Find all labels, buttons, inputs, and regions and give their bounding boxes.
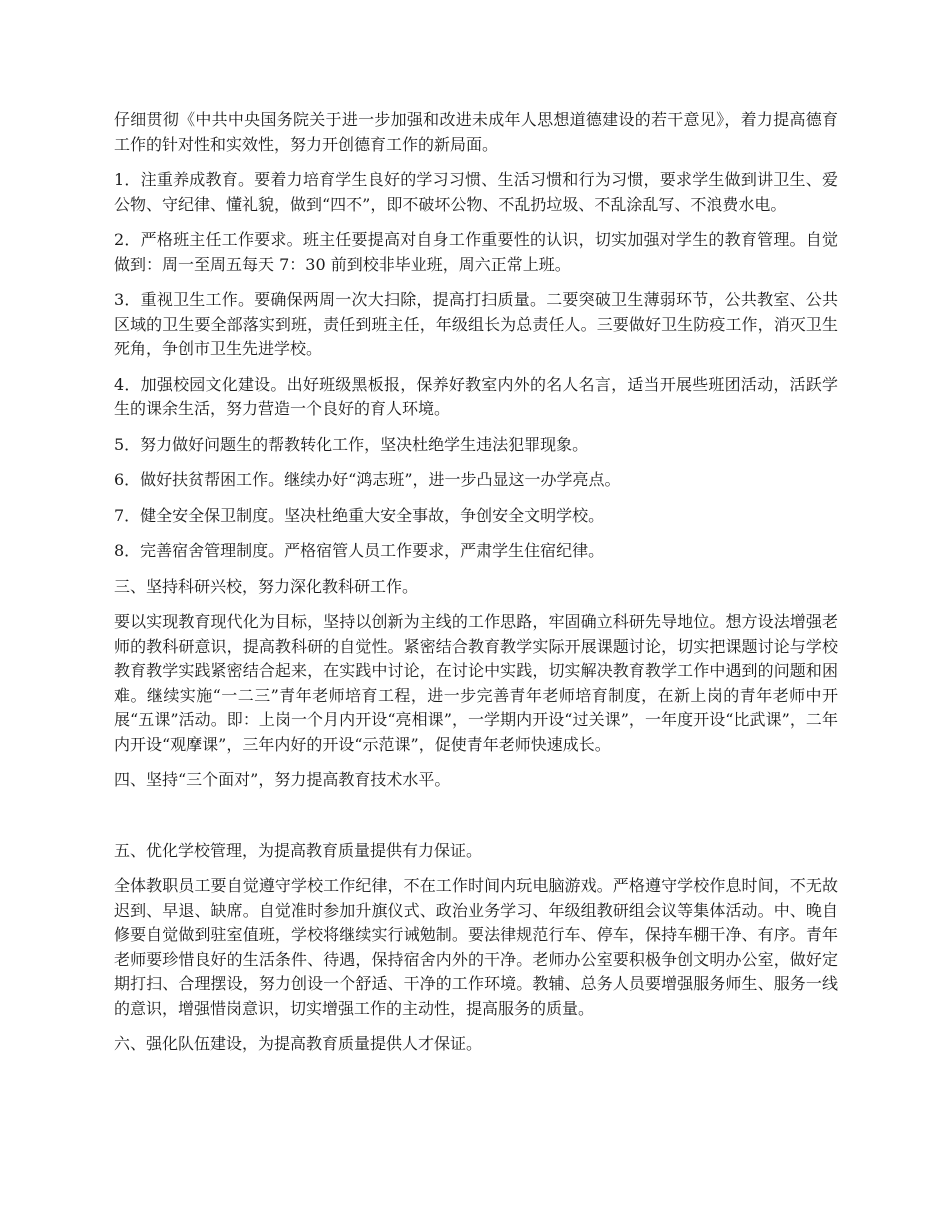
paragraph-item-6: 6．做好扶贫帮困工作。继续办好“鸿志班”，进一步凸显这一办学亮点。	[114, 470, 621, 489]
section-heading-5: 五、优化学校管理，为提高教育质量提供有力保证。	[114, 840, 483, 860]
paragraph-intro: 仔细贯彻《中共中央国务院关于进一步加强和改进未成年人思想道德建设的若干意见》，着力提高德育工作的针对性和实效性，努力开创德育工作的新局面。	[114, 110, 838, 154]
section-heading-6: 六、强化队伍建设，为提高教育质量提供人才保证。	[114, 1034, 483, 1053]
section-heading-4: 四、坚持“三个面对”，努力提高教育技术水平。	[114, 770, 451, 789]
paragraph-item-8: 8．完善宿舍管理制度。严格宿管人员工作要求，严肃学生住宿纪律。	[114, 541, 605, 560]
paragraph-item-4: 4．加强校园文化建设。出好班级黑板报，保养好教室内外的名人名言，适当开展些班团活动，活跃学生的课余生活，努力营造一个良好的育人环境。	[114, 374, 838, 418]
paragraph-research: 要以实现教育现代化为目标，坚持以创新为主线的工作思路，牢固确立科研先导地位。想方设法增强老师的教科研意识，提高教科研的自觉性。紧密结合教育教学实际开展课题讨论，切实把课题讨论与学校教育教学实践紧密结合起来，在实践中讨论，在讨论中实践，切实解决教育教学工作中遇到的问题和困难。继续实施“一二三”青年老师培育工程，进一步完善青年老师培育制度，在新上岗的青年老师中开展“五课”活动。即：上岗一个月内开设“亮相课”，一学期内开设“过关课”，一年度开设“比武课”，二年内开设“观摩课”，三年内好的开设“示范课”，促使青年老师快速成长。	[114, 612, 838, 754]
paragraph-item-1: 1．注重养成教育。要着力培育学生良好的学习习惯、生活习惯和行为习惯，要求学生做到讲卫生、爱公物、守纪律、懂礼貌，做到“四不”，即不破坏公物、不乱扔垃圾、不乱涂乱写、不浪费水电。	[114, 170, 838, 214]
document-page	[114, 108, 838, 1068]
paragraph-item-5: 5．努力做好问题生的帮教转化工作，坚决杜绝学生违法犯罪现象。	[114, 434, 589, 454]
paragraph-item-2: 2．严格班主任工作要求。班主任要提高对自身工作重要性的认识，切实加强对学生的教育管理。自觉做到：周一至周五每天 7：30 前到校非毕业班，周六正常上班。	[114, 230, 838, 274]
paragraph-item-7: 7．健全安全保卫制度。坚决杜绝重大安全事故，争创安全文明学校。	[114, 505, 605, 525]
paragraph-item-3: 3．重视卫生工作。要确保两周一次大扫除，提高打扫质量。二要突破卫生薄弱环节，公共教室、公共区域的卫生要全部落实到班，责任到班主任，年级组长为总责任人。三要做好卫生防疫工作，消灭卫生死角，争创市卫生先进学校。	[114, 290, 838, 358]
paragraph-management: 全体教职员工要自觉遵守学校工作纪律，不在工作时间内玩电脑游戏。严格遵守学校作息时间，不无故迟到、早退、缺席。自觉准时参加升旗仪式、政治业务学习、年级组教研组会议等集体活动。中、晚自修要自觉做到驻室值班，学校将继续实行诫勉制。要法律规范行车、停车，保持车棚干净、有序。青年老师要珍惜良好的生活条件、待遇，保持宿舍内外的干净。老师办公室要积极争创文明办公室，做好定期打扫、合理摆设，努力创设一个舒适、干净的工作环境。教辅、总务人员要增强服务师生、服务一线的意识，增强惜岗意识，切实增强工作的主动性，提高服务的质量。	[114, 876, 838, 1018]
section-heading-3: 三、坚持科研兴校，努力深化教科研工作。	[114, 576, 419, 596]
